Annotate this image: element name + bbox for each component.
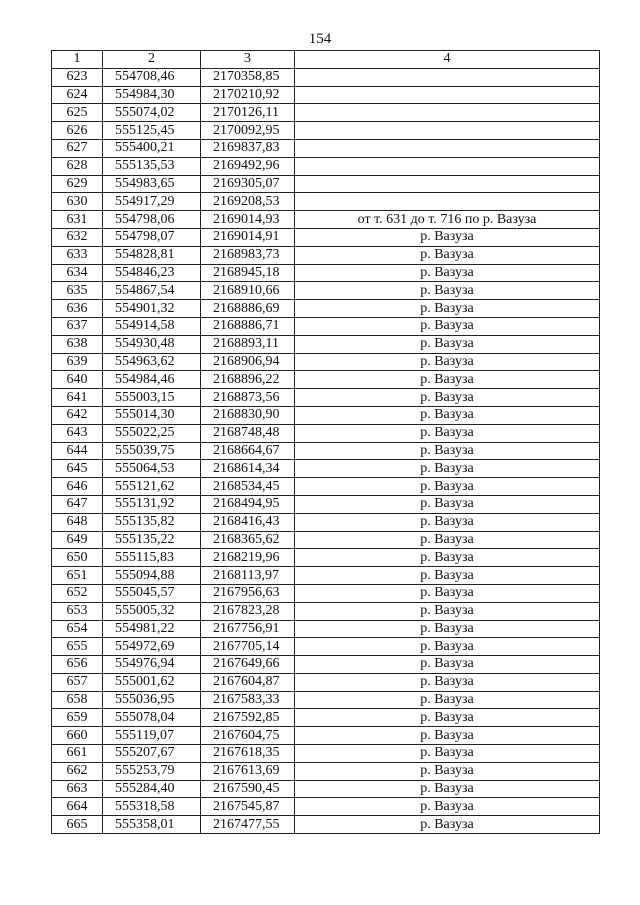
description-cell: р. Вазуза — [295, 673, 600, 691]
x-coordinate-cell: 555135,82 — [103, 513, 201, 531]
y-coordinate-cell: 2168219,96 — [201, 549, 295, 567]
y-coordinate-cell: 2168945,18 — [201, 264, 295, 282]
point-number-cell: 633 — [52, 246, 103, 264]
x-coordinate-cell: 555119,07 — [103, 727, 201, 745]
description-cell — [295, 122, 600, 140]
description-cell: р. Вазуза — [295, 460, 600, 478]
x-coordinate-cell: 555115,83 — [103, 549, 201, 567]
description-cell: р. Вазуза — [295, 282, 600, 300]
y-coordinate-cell: 2168886,69 — [201, 300, 295, 318]
description-cell: р. Вазуза — [295, 584, 600, 602]
description-cell: р. Вазуза — [295, 620, 600, 638]
y-coordinate-cell: 2168113,97 — [201, 567, 295, 585]
y-coordinate-cell: 2168534,45 — [201, 478, 295, 496]
point-number-cell: 643 — [52, 424, 103, 442]
y-coordinate-cell: 2170092,95 — [201, 122, 295, 140]
table-row — [52, 335, 600, 353]
x-coordinate-cell: 554828,81 — [103, 246, 201, 264]
y-coordinate-cell: 2168983,73 — [201, 246, 295, 264]
x-coordinate-cell: 555400,21 — [103, 139, 201, 157]
table-row — [52, 353, 600, 371]
description-cell: р. Вазуза — [295, 228, 600, 246]
description-cell: р. Вазуза — [295, 709, 600, 727]
x-coordinate-cell: 555135,22 — [103, 531, 201, 549]
table-row — [52, 139, 600, 157]
description-cell — [295, 175, 600, 193]
x-coordinate-cell: 555045,57 — [103, 584, 201, 602]
point-number-cell: 626 — [52, 122, 103, 140]
x-coordinate-cell: 554798,07 — [103, 228, 201, 246]
table-row — [52, 193, 600, 211]
table-row — [52, 531, 600, 549]
description-cell: р. Вазуза — [295, 567, 600, 585]
description-cell: р. Вазуза — [295, 353, 600, 371]
point-number-cell: 635 — [52, 282, 103, 300]
description-cell: р. Вазуза — [295, 816, 600, 834]
header-row — [52, 51, 600, 69]
table-row — [52, 86, 600, 104]
x-coordinate-cell: 554983,65 — [103, 175, 201, 193]
point-number-cell: 663 — [52, 780, 103, 798]
y-coordinate-cell: 2168893,11 — [201, 335, 295, 353]
x-coordinate-cell: 555001,62 — [103, 673, 201, 691]
table-row — [52, 228, 600, 246]
x-coordinate-cell: 555022,25 — [103, 424, 201, 442]
table-row — [52, 691, 600, 709]
x-coordinate-cell: 555005,32 — [103, 602, 201, 620]
description-cell: р. Вазуза — [295, 549, 600, 567]
x-coordinate-cell: 555253,79 — [103, 762, 201, 780]
table-row — [52, 727, 600, 745]
table-row — [52, 478, 600, 496]
description-cell: р. Вазуза — [295, 264, 600, 282]
table-row — [52, 175, 600, 193]
x-coordinate-cell: 555039,75 — [103, 442, 201, 460]
description-cell: р. Вазуза — [295, 300, 600, 318]
y-coordinate-cell: 2167823,28 — [201, 602, 295, 620]
x-coordinate-cell: 555003,15 — [103, 389, 201, 407]
x-coordinate-cell: 555207,67 — [103, 745, 201, 763]
column-header-2: 2 — [103, 51, 201, 69]
x-coordinate-cell: 555121,62 — [103, 478, 201, 496]
description-cell — [295, 193, 600, 211]
table-row — [52, 798, 600, 816]
y-coordinate-cell: 2167604,75 — [201, 727, 295, 745]
table-row — [52, 602, 600, 620]
point-number-cell: 639 — [52, 353, 103, 371]
table-body — [52, 68, 600, 833]
y-coordinate-cell: 2170210,92 — [201, 86, 295, 104]
table-row — [52, 584, 600, 602]
point-number-cell: 631 — [52, 211, 103, 229]
point-number-cell: 644 — [52, 442, 103, 460]
table-row — [52, 157, 600, 175]
x-coordinate-cell: 555125,45 — [103, 122, 201, 140]
y-coordinate-cell: 2169492,96 — [201, 157, 295, 175]
y-coordinate-cell: 2167756,91 — [201, 620, 295, 638]
y-coordinate-cell: 2168416,43 — [201, 513, 295, 531]
table-row — [52, 549, 600, 567]
description-cell: р. Вазуза — [295, 478, 600, 496]
y-coordinate-cell: 2168830,90 — [201, 406, 295, 424]
x-coordinate-cell: 555131,92 — [103, 495, 201, 513]
y-coordinate-cell: 2168896,22 — [201, 371, 295, 389]
y-coordinate-cell: 2167956,63 — [201, 584, 295, 602]
x-coordinate-cell: 554930,48 — [103, 335, 201, 353]
point-number-cell: 627 — [52, 139, 103, 157]
table-row — [52, 673, 600, 691]
table-row — [52, 264, 600, 282]
x-coordinate-cell: 555014,30 — [103, 406, 201, 424]
point-number-cell: 651 — [52, 567, 103, 585]
y-coordinate-cell: 2169305,07 — [201, 175, 295, 193]
description-cell — [295, 157, 600, 175]
table-row — [52, 567, 600, 585]
y-coordinate-cell: 2170126,11 — [201, 104, 295, 122]
y-coordinate-cell: 2169014,91 — [201, 228, 295, 246]
point-number-cell: 656 — [52, 656, 103, 674]
x-coordinate-cell: 554981,22 — [103, 620, 201, 638]
table-row — [52, 104, 600, 122]
table-row — [52, 122, 600, 140]
column-header-4: 4 — [295, 51, 600, 69]
table-row — [52, 424, 600, 442]
column-header-1: 1 — [52, 51, 103, 69]
x-coordinate-cell: 554798,06 — [103, 211, 201, 229]
point-number-cell: 638 — [52, 335, 103, 353]
point-number-cell: 661 — [52, 745, 103, 763]
description-cell: р. Вазуза — [295, 317, 600, 335]
table-row — [52, 282, 600, 300]
point-number-cell: 632 — [52, 228, 103, 246]
point-number-cell: 660 — [52, 727, 103, 745]
description-cell: р. Вазуза — [295, 602, 600, 620]
point-number-cell: 664 — [52, 798, 103, 816]
table-row — [52, 638, 600, 656]
point-number-cell: 640 — [52, 371, 103, 389]
point-number-cell: 641 — [52, 389, 103, 407]
x-coordinate-cell: 555135,53 — [103, 157, 201, 175]
description-cell: р. Вазуза — [295, 798, 600, 816]
description-cell: р. Вазуза — [295, 335, 600, 353]
table-row — [52, 442, 600, 460]
point-number-cell: 625 — [52, 104, 103, 122]
table-row — [52, 780, 600, 798]
y-coordinate-cell: 2168748,48 — [201, 424, 295, 442]
table-row — [52, 389, 600, 407]
y-coordinate-cell: 2169208,53 — [201, 193, 295, 211]
description-cell: р. Вазуза — [295, 246, 600, 264]
x-coordinate-cell: 555078,04 — [103, 709, 201, 727]
y-coordinate-cell: 2167477,55 — [201, 816, 295, 834]
point-number-cell: 648 — [52, 513, 103, 531]
y-coordinate-cell: 2167590,45 — [201, 780, 295, 798]
description-cell: р. Вазуза — [295, 424, 600, 442]
point-number-cell: 634 — [52, 264, 103, 282]
description-cell: р. Вазуза — [295, 780, 600, 798]
point-number-cell: 624 — [52, 86, 103, 104]
description-cell: р. Вазуза — [295, 656, 600, 674]
point-number-cell: 662 — [52, 762, 103, 780]
y-coordinate-cell: 2167545,87 — [201, 798, 295, 816]
table-row — [52, 816, 600, 834]
point-number-cell: 637 — [52, 317, 103, 335]
description-cell: р. Вазуза — [295, 495, 600, 513]
y-coordinate-cell: 2167604,87 — [201, 673, 295, 691]
y-coordinate-cell: 2168494,95 — [201, 495, 295, 513]
description-cell — [295, 104, 600, 122]
x-coordinate-cell: 555094,88 — [103, 567, 201, 585]
description-cell: р. Вазуза — [295, 406, 600, 424]
x-coordinate-cell: 554846,23 — [103, 264, 201, 282]
table-header — [52, 51, 600, 69]
point-number-cell: 629 — [52, 175, 103, 193]
description-cell: р. Вазуза — [295, 371, 600, 389]
point-number-cell: 655 — [52, 638, 103, 656]
table-row — [52, 620, 600, 638]
y-coordinate-cell: 2168365,62 — [201, 531, 295, 549]
x-coordinate-cell: 555064,53 — [103, 460, 201, 478]
table-row — [52, 211, 600, 229]
point-number-cell: 649 — [52, 531, 103, 549]
x-coordinate-cell: 554708,46 — [103, 68, 201, 86]
x-coordinate-cell: 555074,02 — [103, 104, 201, 122]
y-coordinate-cell: 2167592,85 — [201, 709, 295, 727]
point-number-cell: 630 — [52, 193, 103, 211]
description-cell — [295, 86, 600, 104]
point-number-cell: 659 — [52, 709, 103, 727]
x-coordinate-cell: 555358,01 — [103, 816, 201, 834]
x-coordinate-cell: 554914,58 — [103, 317, 201, 335]
coordinates-table — [51, 50, 600, 834]
y-coordinate-cell: 2168886,71 — [201, 317, 295, 335]
description-cell: р. Вазуза — [295, 531, 600, 549]
description-cell — [295, 68, 600, 86]
column-header-3: 3 — [201, 51, 295, 69]
description-cell: р. Вазуза — [295, 442, 600, 460]
point-number-cell: 653 — [52, 602, 103, 620]
table-row — [52, 513, 600, 531]
x-coordinate-cell: 554984,46 — [103, 371, 201, 389]
y-coordinate-cell: 2169837,83 — [201, 139, 295, 157]
y-coordinate-cell: 2169014,93 — [201, 211, 295, 229]
table-row — [52, 246, 600, 264]
y-coordinate-cell: 2167705,14 — [201, 638, 295, 656]
y-coordinate-cell: 2167618,35 — [201, 745, 295, 763]
x-coordinate-cell: 555036,95 — [103, 691, 201, 709]
description-cell: р. Вазуза — [295, 638, 600, 656]
y-coordinate-cell: 2167583,33 — [201, 691, 295, 709]
y-coordinate-cell: 2168873,56 — [201, 389, 295, 407]
description-cell: р. Вазуза — [295, 762, 600, 780]
point-number-cell: 646 — [52, 478, 103, 496]
x-coordinate-cell: 555318,58 — [103, 798, 201, 816]
x-coordinate-cell: 554867,54 — [103, 282, 201, 300]
point-number-cell: 636 — [52, 300, 103, 318]
x-coordinate-cell: 554984,30 — [103, 86, 201, 104]
y-coordinate-cell: 2168614,34 — [201, 460, 295, 478]
table-row — [52, 709, 600, 727]
point-number-cell: 650 — [52, 549, 103, 567]
point-number-cell: 642 — [52, 406, 103, 424]
table-row — [52, 300, 600, 318]
y-coordinate-cell: 2168664,67 — [201, 442, 295, 460]
point-number-cell: 647 — [52, 495, 103, 513]
x-coordinate-cell: 555284,40 — [103, 780, 201, 798]
table-row — [52, 406, 600, 424]
table-row — [52, 460, 600, 478]
description-cell: р. Вазуза — [295, 727, 600, 745]
point-number-cell: 665 — [52, 816, 103, 834]
point-number-cell: 645 — [52, 460, 103, 478]
x-coordinate-cell: 554901,32 — [103, 300, 201, 318]
table-row — [52, 656, 600, 674]
point-number-cell: 623 — [52, 68, 103, 86]
table-row — [52, 371, 600, 389]
table-row — [52, 745, 600, 763]
y-coordinate-cell: 2167613,69 — [201, 762, 295, 780]
point-number-cell: 628 — [52, 157, 103, 175]
description-cell: р. Вазуза — [295, 745, 600, 763]
y-coordinate-cell: 2170358,85 — [201, 68, 295, 86]
description-cell: от т. 631 до т. 716 по р. Вазуза — [295, 211, 600, 229]
point-number-cell: 654 — [52, 620, 103, 638]
x-coordinate-cell: 554917,29 — [103, 193, 201, 211]
description-cell — [295, 139, 600, 157]
y-coordinate-cell: 2168910,66 — [201, 282, 295, 300]
description-cell: р. Вазуза — [295, 691, 600, 709]
x-coordinate-cell: 554972,69 — [103, 638, 201, 656]
description-cell: р. Вазуза — [295, 513, 600, 531]
table-row — [52, 495, 600, 513]
point-number-cell: 652 — [52, 584, 103, 602]
table-row — [52, 68, 600, 86]
table-row — [52, 317, 600, 335]
point-number-cell: 658 — [52, 691, 103, 709]
page-number: 154 — [308, 31, 332, 47]
description-cell: р. Вазуза — [295, 389, 600, 407]
y-coordinate-cell: 2168906,94 — [201, 353, 295, 371]
x-coordinate-cell: 554963,62 — [103, 353, 201, 371]
x-coordinate-cell: 554976,94 — [103, 656, 201, 674]
point-number-cell: 657 — [52, 673, 103, 691]
table-row — [52, 762, 600, 780]
y-coordinate-cell: 2167649,66 — [201, 656, 295, 674]
